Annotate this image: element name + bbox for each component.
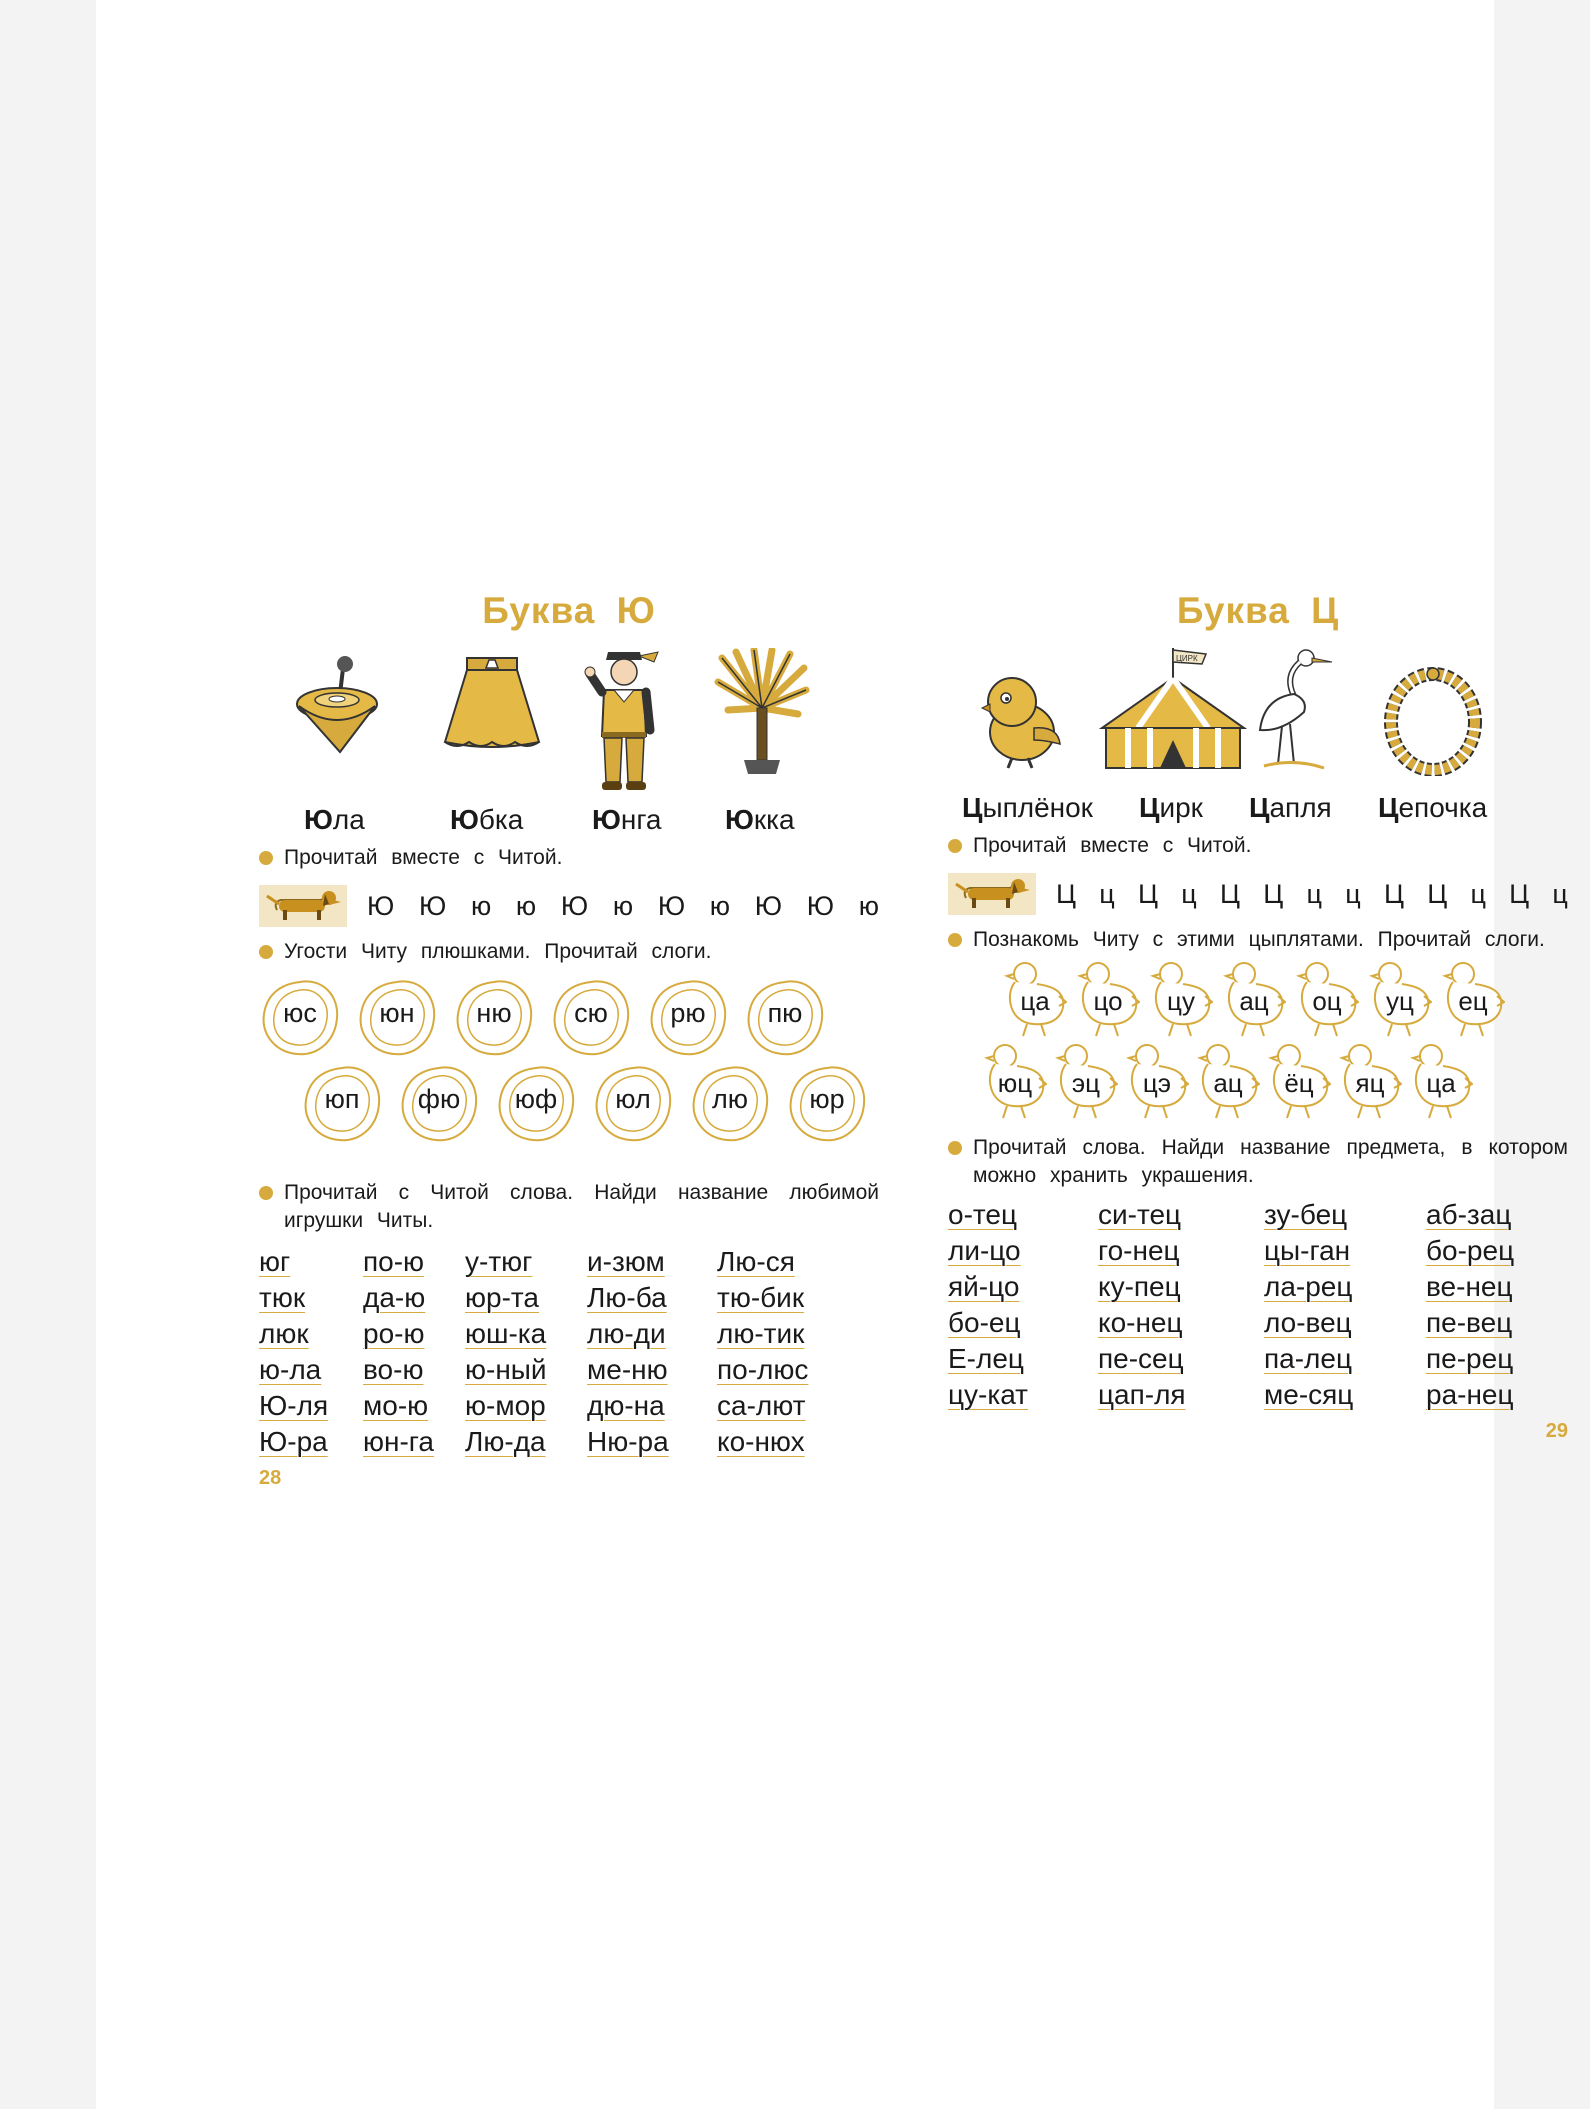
word: по-люс (717, 1354, 809, 1385)
chick-syllable (1054, 1042, 1118, 1122)
caption-yukka: Юкка (725, 804, 795, 835)
task-read-together: Прочитай вместе с Читой. (948, 832, 1568, 860)
letter-reading-row (948, 868, 1568, 920)
syllable-text: юн (379, 998, 415, 1028)
word: ра-нец (1426, 1379, 1514, 1410)
syllable-text: ца (1426, 1068, 1456, 1098)
word: дю-на (587, 1390, 665, 1421)
letter: Ц (1056, 878, 1076, 909)
syllable-text: эц (1071, 1068, 1101, 1098)
word: ко-нюх (717, 1426, 805, 1457)
word: Лю-ба (587, 1282, 667, 1313)
syllable-text: фю (417, 1084, 461, 1114)
word: па-лец (1264, 1343, 1353, 1374)
syllable-text: оц (1312, 986, 1342, 1016)
word: мо-ю (363, 1390, 429, 1421)
syllable-text: рю (670, 998, 706, 1028)
letter: Ю (367, 890, 395, 921)
syllable-text: ца (1020, 986, 1050, 1016)
syllable-text: юц (997, 1068, 1033, 1098)
word: Е-лец (948, 1343, 1024, 1374)
letter: ю (612, 890, 634, 921)
page-title: Буква Ю (482, 590, 656, 631)
word: цу-кат (948, 1379, 1029, 1410)
yucca-plant-icon (714, 648, 810, 778)
picture-row (948, 644, 1568, 792)
chick-syllable (1003, 960, 1067, 1040)
letter-sequence (1056, 879, 1568, 910)
caption-tsaplya: Цапля (1249, 792, 1332, 823)
word-grid (259, 1245, 879, 1461)
word: во-ю (363, 1354, 424, 1385)
task-meet-chicks: Познакомь Читу с этими цыплятами. Прочитай слоги. (948, 926, 1568, 954)
syllable-text: уц (1386, 986, 1414, 1016)
word: го-нец (1098, 1235, 1180, 1266)
bullet-dot (948, 839, 962, 853)
chick-syllable (1125, 1042, 1189, 1122)
letter: Ю (806, 890, 835, 921)
word: яй-цо (948, 1271, 1020, 1302)
bagel-syllable (689, 1062, 771, 1144)
bagel-syllables (259, 976, 879, 1171)
caption-yula: Юла (304, 804, 365, 835)
word: лю-ди (587, 1318, 666, 1349)
word: си-тец (1098, 1199, 1182, 1230)
syllable-text: цэ (1142, 1068, 1172, 1098)
word: юн-га (363, 1426, 434, 1457)
bagel-syllable (301, 1062, 383, 1144)
chick-syllable (1196, 1042, 1260, 1122)
word-grid (948, 1198, 1568, 1414)
letter: ю (709, 890, 731, 921)
letter: ц (1306, 878, 1322, 909)
syllable-text: ец (1458, 986, 1488, 1016)
word: ю-ный (465, 1354, 547, 1385)
letter: Ю (754, 890, 783, 921)
caption-yubka: Юбка (450, 804, 524, 835)
heron-icon (1254, 646, 1334, 776)
chick-syllable (1222, 960, 1286, 1040)
bagel-syllable (592, 1062, 674, 1144)
word: бо-ец (948, 1307, 1021, 1338)
letter: Ц (1427, 878, 1448, 909)
word: Ню-ра (587, 1426, 669, 1457)
bagel-syllable (259, 976, 341, 1058)
word: юг (259, 1246, 291, 1277)
word: Лю-да (465, 1426, 546, 1457)
chick-syllable (1441, 960, 1505, 1040)
syllable-text: юс (283, 998, 317, 1028)
word: люк (259, 1318, 309, 1349)
syllable-text: ац (1213, 1068, 1243, 1098)
word: аб-зац (1426, 1199, 1512, 1230)
caption-tsyplyonok: Цыплёнок (962, 792, 1093, 823)
letter: ц (1552, 878, 1568, 909)
word: цап-ля (1098, 1379, 1186, 1410)
word: ме-сяц (1264, 1379, 1354, 1410)
syllable-text: цо (1093, 986, 1123, 1016)
cabin-boy-icon (584, 644, 664, 794)
syllable-text: ац (1239, 986, 1269, 1016)
word: ку-пец (1098, 1271, 1181, 1302)
word: зу-бец (1264, 1199, 1348, 1230)
page-number: 28 (259, 1467, 282, 1489)
page-29 (948, 590, 1568, 1443)
word: лю-тик (717, 1318, 805, 1349)
bagel-syllable (495, 1062, 577, 1144)
letter: Ю (560, 890, 589, 921)
svg-text:ЦИРК: ЦИРК (1176, 654, 1198, 663)
bullet-dot (259, 1186, 273, 1200)
syllable-text: ёц (1284, 1068, 1314, 1098)
letter: ц (1470, 878, 1486, 909)
picture-row (259, 644, 879, 804)
bagel-syllable (744, 976, 826, 1058)
syllable-text: пю (767, 998, 803, 1028)
bullet-dot (948, 933, 962, 947)
word: цы-ган (1264, 1235, 1351, 1266)
word: юр-та (465, 1282, 539, 1313)
chick-syllable (1409, 1042, 1473, 1122)
bagel-syllable (398, 1062, 480, 1144)
word: пе-рец (1426, 1343, 1514, 1374)
bullet-dot (259, 945, 273, 959)
caption-yunga: Юнга (592, 804, 662, 835)
chick-syllable (1338, 1042, 1402, 1122)
word: ю-ла (259, 1354, 322, 1385)
word: ко-нец (1098, 1307, 1183, 1338)
skirt-icon (442, 654, 542, 754)
chick-icon (978, 670, 1062, 770)
word: пе-вец (1426, 1307, 1513, 1338)
word: и-зюм (587, 1246, 665, 1277)
dachshund-icon (259, 885, 347, 927)
word: пе-сец (1098, 1343, 1184, 1374)
word: ю-мор (465, 1390, 546, 1421)
dachshund-icon (948, 873, 1036, 915)
letter: Ц (1137, 878, 1158, 909)
task-read-together: Прочитай вместе с Читой. (259, 844, 879, 872)
word: Ю-ра (259, 1426, 328, 1457)
bagel-syllable (550, 976, 632, 1058)
bagel-syllable (453, 976, 535, 1058)
syllable-text: яц (1355, 1068, 1385, 1098)
letter: Ю (657, 890, 686, 921)
book-spread (96, 0, 1568, 2109)
letter: ю (515, 890, 537, 921)
chick-syllable (1267, 1042, 1331, 1122)
word: по-ю (363, 1246, 425, 1277)
bagel-syllable (356, 976, 438, 1058)
word: тю-бик (717, 1282, 805, 1313)
bagel-syllable (786, 1062, 868, 1144)
word: ло-вец (1264, 1307, 1352, 1338)
letter: ц (1181, 878, 1197, 909)
word: ве-нец (1426, 1271, 1513, 1302)
word: са-лют (717, 1390, 806, 1421)
syllable-text: лю (711, 1084, 748, 1114)
syllable-text: юл (615, 1084, 651, 1114)
page-title: Буква Ц (1176, 590, 1340, 631)
syllable-text: сю (574, 998, 608, 1028)
word: ро-ю (363, 1318, 425, 1349)
caption-tsepochka: Цепочка (1378, 792, 1488, 823)
chick-syllable (1368, 960, 1432, 1040)
word: ла-рец (1264, 1271, 1353, 1302)
word: ли-цо (948, 1235, 1021, 1266)
word: Лю-ся (717, 1246, 795, 1277)
letter: ц (1345, 878, 1361, 909)
syllable-text: юр (809, 1084, 845, 1114)
picture-captions (948, 792, 1568, 832)
letter: Ц (1509, 878, 1530, 909)
syllable-text: ню (476, 998, 512, 1028)
task-read-words: Прочитай с Читой слова. Найди название любимой игрушки Читы. (259, 1179, 879, 1235)
picture-captions (259, 804, 879, 844)
letter: Ц (1219, 878, 1240, 909)
spinning-top-icon (292, 654, 382, 754)
word: Ю-ля (259, 1390, 329, 1421)
bullet-dot (259, 851, 273, 865)
syllable-text: цу (1167, 986, 1195, 1016)
page-number: 29 (1545, 1420, 1568, 1442)
bullet-dot (948, 1141, 962, 1155)
syllable-text: юп (324, 1084, 360, 1114)
task-treat-chita: Угости Читу плюшками. Прочитай слоги. (259, 938, 879, 966)
letter: Ю (418, 890, 447, 921)
letter-sequence (367, 891, 879, 922)
word: ме-ню (587, 1354, 668, 1385)
word: о-тец (948, 1199, 1018, 1230)
caption-tsirk: Цирк (1139, 792, 1203, 823)
letter-reading-row (259, 880, 879, 932)
word: тюк (259, 1282, 306, 1313)
chain-icon (1383, 666, 1483, 776)
page-28 (259, 590, 879, 1490)
bagel-syllable (647, 976, 729, 1058)
chick-syllable (983, 1042, 1047, 1122)
word: да-ю (363, 1282, 426, 1313)
letter: Ц (1263, 878, 1284, 909)
chick-syllable (1149, 960, 1213, 1040)
syllable-text: юф (514, 1084, 558, 1114)
letter: ю (858, 890, 879, 921)
chick-syllables (948, 960, 1568, 1130)
circus-tent-icon (1098, 644, 1248, 774)
chick-syllable (1076, 960, 1140, 1040)
word: юш-ка (465, 1318, 547, 1349)
chick-syllable (1295, 960, 1359, 1040)
task-read-words: Прочитай слова. Найди название предмета, в котором можно хранить украшения. (948, 1134, 1568, 1190)
letter: ю (470, 890, 492, 921)
word: бо-рец (1426, 1235, 1515, 1266)
letter: Ц (1383, 878, 1404, 909)
letter: ц (1099, 878, 1115, 909)
word: у-тюг (465, 1246, 533, 1277)
